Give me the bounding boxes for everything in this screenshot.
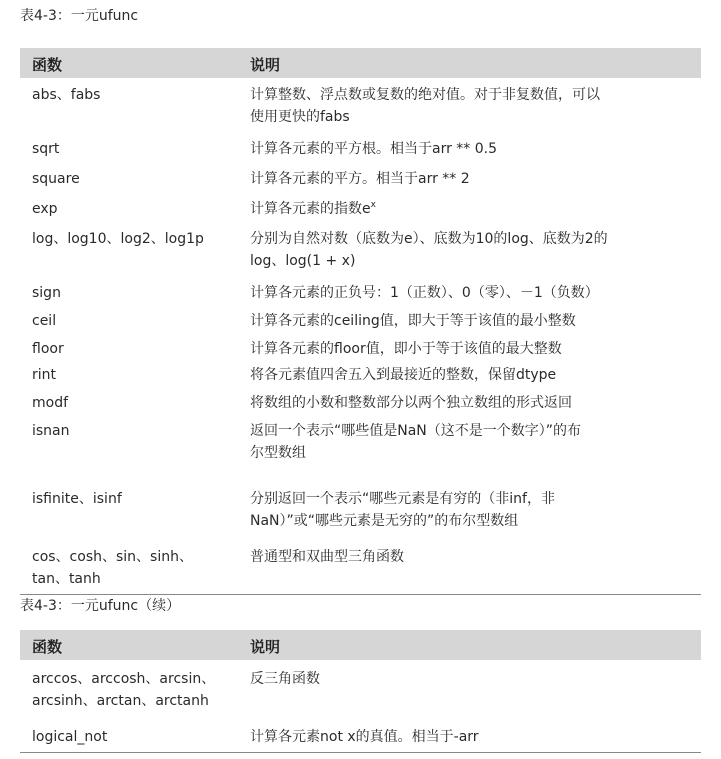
func-name: ceil	[32, 313, 57, 329]
func-desc	[250, 420, 696, 464]
func-name: logical_not	[32, 729, 108, 745]
func-desc: 将数组的小数和整数部分以两个独立数组的形式返回	[250, 395, 572, 411]
func-desc-line: 使用更快的fabs	[250, 109, 350, 125]
func-desc: 计算各元素的平方根。相当于arr ** 0.5	[250, 141, 498, 157]
func-desc	[250, 228, 696, 272]
func-desc-line: log、log(1 + x)	[250, 253, 356, 269]
func-name: rint	[32, 367, 57, 383]
func-desc: 普通型和双曲型三角函数	[250, 549, 404, 565]
table2-header	[20, 630, 701, 660]
func-desc: 将各元素值四舍五入到最接近的整数，保留dtype	[250, 367, 557, 383]
table2-header-func: 函数	[32, 638, 63, 656]
func-name-line: tan、tanh	[32, 571, 101, 587]
func-desc-text: 计算各元素的指数e	[250, 201, 371, 217]
func-desc: 反三角函数	[250, 671, 320, 687]
table1	[20, 48, 701, 587]
table1-header-desc: 说明	[250, 56, 281, 74]
func-desc-line: 分别为自然对数（底数为e）、底数为10的log、底数为2的	[250, 231, 608, 247]
func-name: exp	[32, 201, 58, 217]
func-desc-line: 尔型数组	[250, 445, 306, 461]
superscript-x: x	[370, 200, 376, 210]
func-desc: 计算各元素的平方。相当于arr ** 2	[250, 171, 470, 187]
table1-header-func: 函数	[32, 56, 63, 74]
func-name	[32, 668, 252, 712]
func-desc	[250, 488, 696, 532]
func-desc: 计算各元素的正负号：1（正数）、0（零）、－1（负数）	[250, 285, 599, 301]
table2-header-desc: 说明	[250, 638, 281, 656]
func-desc-line: 分别返回一个表示“哪些元素是有穷的（非inf，非	[250, 491, 555, 507]
table2	[20, 630, 701, 745]
func-desc	[250, 198, 696, 220]
func-name: sqrt	[32, 141, 60, 157]
func-desc-line: NaN）”或“哪些元素是无穷的”的布尔型数组	[250, 513, 519, 529]
func-desc	[250, 84, 696, 128]
func-name: isnan	[32, 423, 70, 439]
func-name: modf	[32, 395, 69, 411]
func-name-line: arccos、arccosh、arcsin、	[32, 671, 216, 687]
func-name: floor	[32, 341, 64, 357]
func-desc: 计算各元素的floor值，即小于等于该值的最大整数	[250, 341, 562, 357]
func-name: square	[32, 171, 80, 187]
table-bottom-rule	[20, 752, 701, 753]
table2-caption: 表4-3：一元ufunc（续）	[20, 598, 181, 614]
func-name-line: cos、cosh、sin、sinh、	[32, 549, 193, 565]
func-name: sign	[32, 285, 61, 301]
func-name: abs、fabs	[32, 87, 101, 103]
func-name: isfinite、isinf	[32, 491, 122, 507]
table-divider	[20, 594, 701, 595]
func-name: log、log10、log2、log1p	[32, 231, 204, 247]
func-desc-line: 计算整数、浮点数或复数的绝对值。对于非复数值，可以	[250, 87, 600, 103]
func-desc: 计算各元素的ceiling值，即大于等于该值的最小整数	[250, 313, 576, 329]
table1-caption: 表4-3：一元ufunc	[20, 8, 139, 24]
func-name-line: arcsinh、arctan、arctanh	[32, 693, 209, 709]
func-desc-line: 返回一个表示“哪些值是NaN（这不是一个数字）”的布	[250, 423, 582, 439]
table1-header	[20, 48, 701, 78]
func-desc: 计算各元素not x的真值。相当于-arr	[250, 729, 479, 745]
func-name	[32, 546, 252, 590]
